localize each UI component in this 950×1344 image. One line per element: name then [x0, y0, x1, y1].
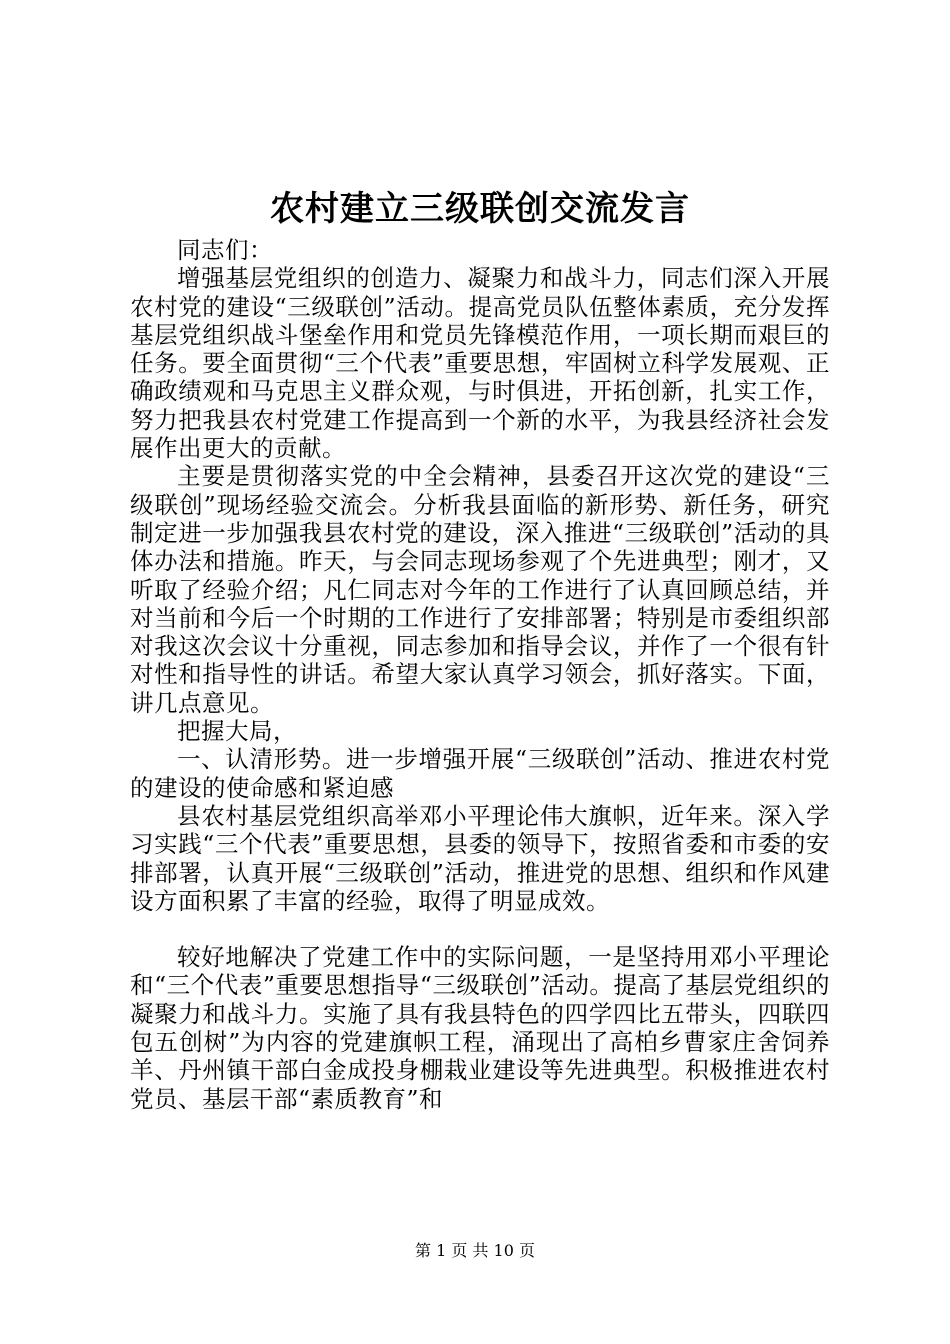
body-paragraph: 增强基层党组织的创造力、凝聚力和战斗力，同志们深入开展农村党的建设“三级联创”活动。提高党员队伍整体素质，充分发挥基层党组织战斗堡垒作用和党员先锋模范作用，一项长期而艰巨的任务。要全面贯彻“三个代表”重要思想，牢固树立科学发展观、正确政绩观和马克思主义群众观，与时俱进，开拓创新，扎实工作，努力把我县农村党建工作提高到一个新的水平，为我县经济社会发展作出更大的贡献。: [130, 264, 830, 463]
body-paragraph: 县农村基层党组织高举邓小平理论伟大旗帜，近年来。深入学习实践“三个代表”重要思想，县委的领导下，按照省委和市委的安排部署，认真开展“三级联创”活动，推进党的思想、组织和作风建设方面积累了丰富的经验，取得了明显成效。: [130, 801, 830, 915]
body-paragraph: 主要是贯彻落实党的中全会精神，县委召开这次党的建设“三级联创”现场经验交流会。分析我县面临的新形势、新任务，研究制定进一步加强我县农村党的建设，深入推进“三级联创”活动的具体办法和措施。昨天，与会同志现场参观了个先进典型；刚才，又听取了经验介绍；凡仁同志对今年的工作进行了认真回顾总结，并对当前和今后一个时期的工作进行了安排部署；特别是市委组织部对我这次会议十分重视，同志参加和指导会议，并作了一个很有针对性和指导性的讲话。希望大家认真学习领会，抓好落实。下面，讲几点意见。: [130, 462, 830, 717]
page-number-footer: 第 1 页 共 10 页: [415, 1241, 535, 1260]
section-heading: 一、认清形势。进一步增强开展“三级联创”活动、推进农村党的建设的使命感和紧迫感: [130, 745, 830, 802]
document-body: [130, 236, 830, 1113]
body-paragraph: 较好地解决了党建工作中的实际问题，一是坚持用邓小平理论和“三个代表”重要思想指导“三级联创”活动。提高了基层党组织的凝聚力和战斗力。实施了具有我县特色的四学四比五带头，四联四包五创树”为内容的党建旗帜工程，涌现出了高柏乡曹家庄舍饲养羊、丹州镇干部白金成投身棚栽业建设等先进典型。积极推进农村党员、基层干部“素质教育”和: [130, 943, 830, 1113]
body-paragraph: 把握大局，: [177, 717, 297, 746]
salutation-paragraph: 同志们：: [177, 236, 273, 264]
document-title: 农村建立三级联创交流发言: [270, 189, 690, 229]
